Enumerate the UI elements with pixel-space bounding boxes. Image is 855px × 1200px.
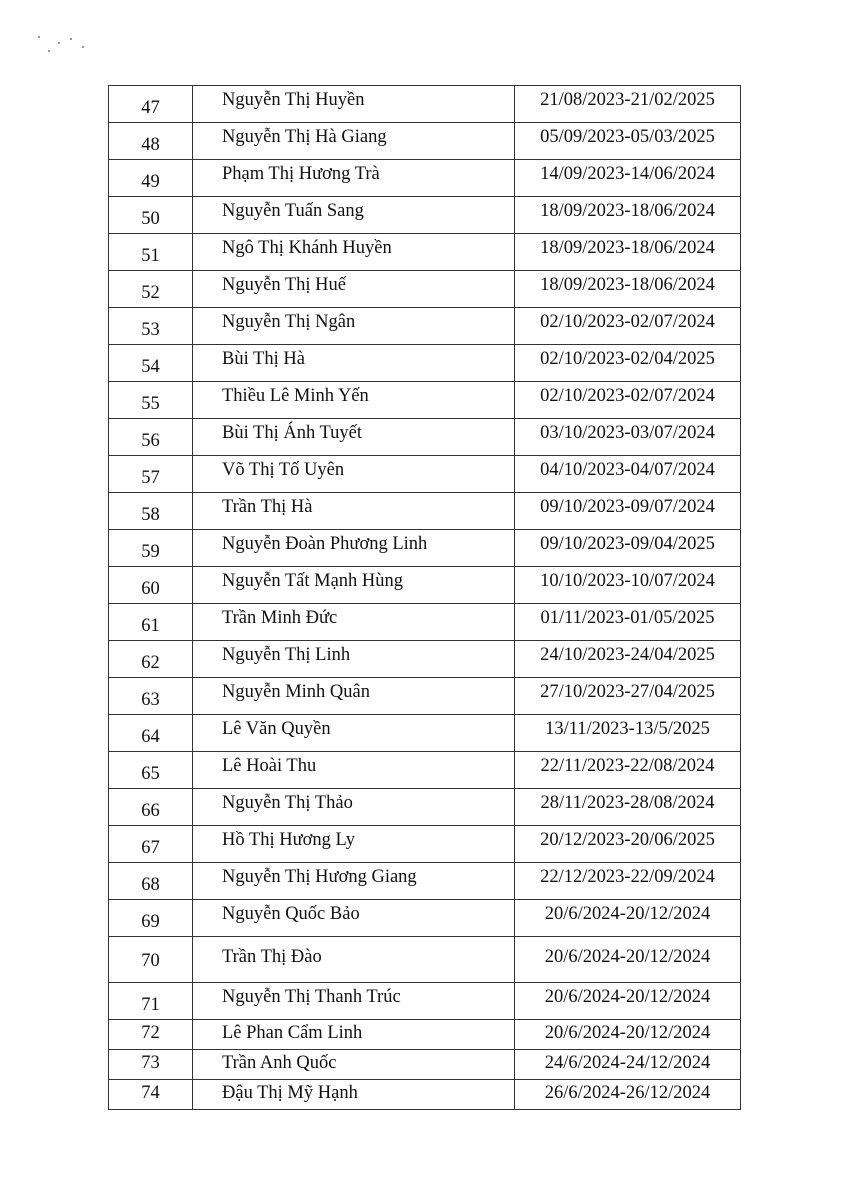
name-cell: Đậu Thị Mỹ Hạnh bbox=[193, 1080, 515, 1110]
name-cell: Phạm Thị Hương Trà bbox=[193, 160, 515, 197]
name-cell: Bùi Thị Hà bbox=[193, 345, 515, 382]
name-cell: Bùi Thị Ánh Tuyết bbox=[193, 419, 515, 456]
period-cell: 05/09/2023-05/03/2025 bbox=[515, 123, 741, 160]
period-cell: 02/10/2023-02/07/2024 bbox=[515, 382, 741, 419]
period-cell: 20/12/2023-20/06/2025 bbox=[515, 826, 741, 863]
name-cell: Nguyễn Minh Quân bbox=[193, 678, 515, 715]
row-number-cell: 71 bbox=[109, 983, 193, 1020]
table-row bbox=[109, 234, 741, 271]
name-cell: Nguyễn Thị Linh bbox=[193, 641, 515, 678]
period-cell: 01/11/2023-01/05/2025 bbox=[515, 604, 741, 641]
period-cell: 09/10/2023-09/07/2024 bbox=[515, 493, 741, 530]
table-row bbox=[109, 86, 741, 123]
table-row bbox=[109, 567, 741, 604]
row-number-cell: 70 bbox=[109, 937, 193, 983]
table-row bbox=[109, 271, 741, 308]
table-row bbox=[109, 678, 741, 715]
table-row bbox=[109, 1080, 741, 1110]
speck bbox=[38, 36, 40, 38]
table-row bbox=[109, 308, 741, 345]
period-cell: 22/12/2023-22/09/2024 bbox=[515, 863, 741, 900]
row-number-cell: 53 bbox=[109, 308, 193, 345]
row-number-cell: 64 bbox=[109, 715, 193, 752]
period-cell: 10/10/2023-10/07/2024 bbox=[515, 567, 741, 604]
row-number-cell: 66 bbox=[109, 789, 193, 826]
table-row bbox=[109, 197, 741, 234]
row-number-cell: 48 bbox=[109, 123, 193, 160]
row-number-cell: 67 bbox=[109, 826, 193, 863]
name-cell: Nguyễn Thị Huế bbox=[193, 271, 515, 308]
speck bbox=[58, 42, 60, 44]
table-row bbox=[109, 1020, 741, 1050]
name-cell: Nguyễn Tuấn Sang bbox=[193, 197, 515, 234]
scan-specks bbox=[30, 30, 100, 60]
period-cell: 22/11/2023-22/08/2024 bbox=[515, 752, 741, 789]
row-number-cell: 68 bbox=[109, 863, 193, 900]
name-cell: Trần Thị Đào bbox=[193, 937, 515, 983]
speck bbox=[82, 46, 84, 48]
row-number-cell: 72 bbox=[109, 1020, 193, 1050]
row-number-cell: 55 bbox=[109, 382, 193, 419]
row-number-cell: 61 bbox=[109, 604, 193, 641]
period-cell: 24/10/2023-24/04/2025 bbox=[515, 641, 741, 678]
name-cell: Lê Hoài Thu bbox=[193, 752, 515, 789]
period-cell: 09/10/2023-09/04/2025 bbox=[515, 530, 741, 567]
row-number-cell: 58 bbox=[109, 493, 193, 530]
name-cell: Thiều Lê Minh Yến bbox=[193, 382, 515, 419]
row-number-cell: 47 bbox=[109, 86, 193, 123]
name-cell: Nguyễn Thị Hà Giang bbox=[193, 123, 515, 160]
period-cell: 21/08/2023-21/02/2025 bbox=[515, 86, 741, 123]
name-cell: Nguyễn Thị Thảo bbox=[193, 789, 515, 826]
name-cell: Nguyễn Thị Thanh Trúc bbox=[193, 983, 515, 1020]
period-cell: 04/10/2023-04/07/2024 bbox=[515, 456, 741, 493]
table-row bbox=[109, 789, 741, 826]
table-row bbox=[109, 530, 741, 567]
row-number-cell: 49 bbox=[109, 160, 193, 197]
name-cell: Ngô Thị Khánh Huyền bbox=[193, 234, 515, 271]
name-cell: Nguyễn Thị Huyền bbox=[193, 86, 515, 123]
name-cell: Hồ Thị Hương Ly bbox=[193, 826, 515, 863]
row-number-cell: 65 bbox=[109, 752, 193, 789]
table-row bbox=[109, 382, 741, 419]
period-cell: 18/09/2023-18/06/2024 bbox=[515, 197, 741, 234]
table-row bbox=[109, 900, 741, 937]
name-cell: Nguyễn Thị Ngân bbox=[193, 308, 515, 345]
name-cell: Lê Văn Quyền bbox=[193, 715, 515, 752]
period-cell: 02/10/2023-02/07/2024 bbox=[515, 308, 741, 345]
name-cell: Trần Anh Quốc bbox=[193, 1050, 515, 1080]
name-cell: Võ Thị Tố Uyên bbox=[193, 456, 515, 493]
name-cell: Lê Phan Cẩm Linh bbox=[193, 1020, 515, 1050]
table-row bbox=[109, 715, 741, 752]
roster-body bbox=[109, 86, 741, 1110]
table-row bbox=[109, 123, 741, 160]
name-cell: Nguyễn Đoàn Phương Linh bbox=[193, 530, 515, 567]
row-number-cell: 60 bbox=[109, 567, 193, 604]
table-row bbox=[109, 345, 741, 382]
row-number-cell: 52 bbox=[109, 271, 193, 308]
row-number-cell: 73 bbox=[109, 1050, 193, 1080]
period-cell: 14/09/2023-14/06/2024 bbox=[515, 160, 741, 197]
name-cell: Nguyễn Thị Hương Giang bbox=[193, 863, 515, 900]
roster-table bbox=[108, 85, 741, 1110]
row-number-cell: 74 bbox=[109, 1080, 193, 1110]
table-row bbox=[109, 456, 741, 493]
row-number-cell: 57 bbox=[109, 456, 193, 493]
period-cell: 27/10/2023-27/04/2025 bbox=[515, 678, 741, 715]
row-number-cell: 63 bbox=[109, 678, 193, 715]
name-cell: Trần Minh Đức bbox=[193, 604, 515, 641]
period-cell: 13/11/2023-13/5/2025 bbox=[515, 715, 741, 752]
period-cell: 20/6/2024-20/12/2024 bbox=[515, 983, 741, 1020]
period-cell: 28/11/2023-28/08/2024 bbox=[515, 789, 741, 826]
name-cell: Nguyễn Tất Mạnh Hùng bbox=[193, 567, 515, 604]
period-cell: 24/6/2024-24/12/2024 bbox=[515, 1050, 741, 1080]
row-number-cell: 51 bbox=[109, 234, 193, 271]
row-number-cell: 59 bbox=[109, 530, 193, 567]
period-cell: 20/6/2024-20/12/2024 bbox=[515, 1020, 741, 1050]
row-number-cell: 69 bbox=[109, 900, 193, 937]
row-number-cell: 56 bbox=[109, 419, 193, 456]
table-row bbox=[109, 160, 741, 197]
table-row bbox=[109, 604, 741, 641]
name-cell: Nguyễn Quốc Bảo bbox=[193, 900, 515, 937]
speck bbox=[70, 38, 72, 40]
row-number-cell: 62 bbox=[109, 641, 193, 678]
table-row bbox=[109, 863, 741, 900]
table-row bbox=[109, 419, 741, 456]
row-number-cell: 54 bbox=[109, 345, 193, 382]
name-cell: Trần Thị Hà bbox=[193, 493, 515, 530]
speck bbox=[48, 50, 50, 52]
table-row bbox=[109, 641, 741, 678]
period-cell: 02/10/2023-02/04/2025 bbox=[515, 345, 741, 382]
period-cell: 03/10/2023-03/07/2024 bbox=[515, 419, 741, 456]
period-cell: 26/6/2024-26/12/2024 bbox=[515, 1080, 741, 1110]
period-cell: 18/09/2023-18/06/2024 bbox=[515, 234, 741, 271]
period-cell: 20/6/2024-20/12/2024 bbox=[515, 900, 741, 937]
period-cell: 20/6/2024-20/12/2024 bbox=[515, 937, 741, 983]
table-row bbox=[109, 937, 741, 983]
table-row bbox=[109, 493, 741, 530]
table-row bbox=[109, 1050, 741, 1080]
row-number-cell: 50 bbox=[109, 197, 193, 234]
period-cell: 18/09/2023-18/06/2024 bbox=[515, 271, 741, 308]
table-row bbox=[109, 752, 741, 789]
table-row bbox=[109, 983, 741, 1020]
table-row bbox=[109, 826, 741, 863]
